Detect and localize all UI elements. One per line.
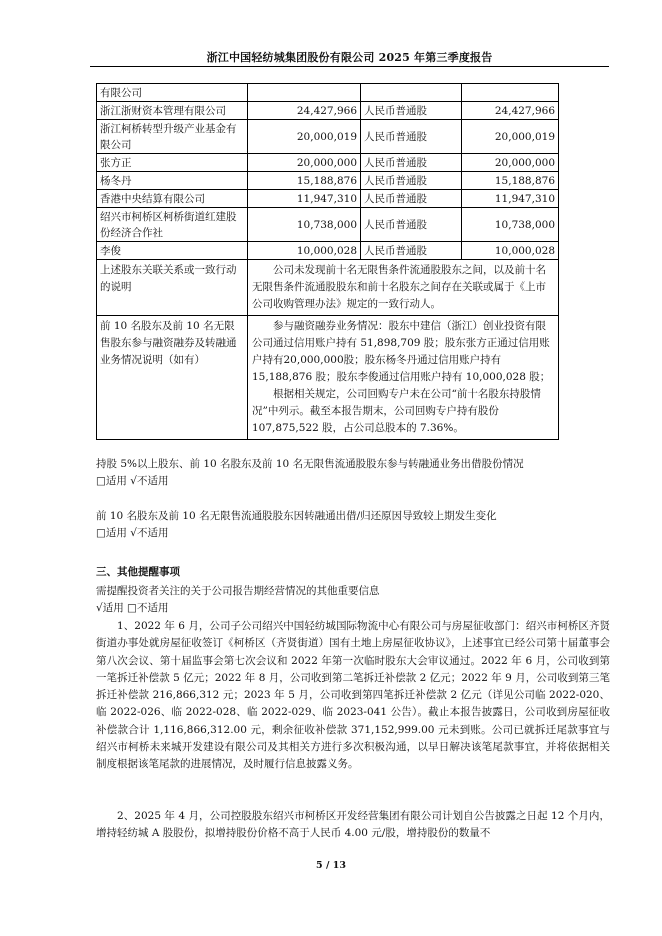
- holder-name: 浙江浙财资本管理有限公司: [97, 102, 248, 120]
- share-type: 人民币普通股: [361, 242, 462, 260]
- share-qty: 11,947,310: [462, 190, 559, 208]
- share-type: 人民币普通股: [361, 102, 462, 120]
- share-qty: 20,000,000: [462, 154, 559, 172]
- holder-name: 李俊: [97, 242, 248, 260]
- share-qty: 10,738,000: [462, 208, 559, 242]
- holder-name: 香港中央结算有限公司: [97, 190, 248, 208]
- margin-label: 前 10 名股东及前 10 名无限售股东参与融资融券及转融通业务情况说明（如有）: [97, 316, 248, 440]
- shareholders-table: [96, 83, 559, 440]
- share-type: 人民币普通股: [361, 154, 462, 172]
- table-row: [97, 120, 559, 154]
- paragraph-1: 1、2022 年 6 月，公司子公司绍兴中国轻纺城国际物流中心有限公司与房屋征收部门：绍兴市柯桥区齐贤街道办事处就房屋征收签订《柯桥区（齐贤街道）国有土地上房屋征收协议》，上述事宜已经公司第十届董事会第八次会议、第十届监事会第七次会议和 2022 年第一次临时股东大会审议通过。2022 年 6 月，公司收到第一笔拆迁补偿款 5 亿元；2022 年 8 月，公司收到第二笔拆迁补偿款 2 亿元；2022 年 9 月，公司收到第三笔拆迁补偿款 216,866,312 元；2023 年 5 月，公司收到第四笔拆迁补偿款 2 亿元（详见公司临 2022-020、临 2022-026、临 2022-028、临 2022-029、临 2023-041 公告）。截止本报告披露日，公司收到房屋征收补偿款合计 1,116,866,312.00 元，剩余征收补偿款 371,152,999.00 元未到账。公司已就拆迁尾款事宜与绍兴市柯桥未来城开发建设有限公司及其相关方进行多次积极沟通，以早日解决该笔尾款事宜，并将依据相关制度根据该笔尾款的进展情况，及时履行信息披露义务。: [96, 620, 610, 771]
- change-title: 前 10 名股东及前 10 名无限售流通股股东因转融通出借/归还原因导致较上期发生变化: [96, 510, 497, 522]
- share-type: 人民币普通股: [361, 190, 462, 208]
- section-heading: 三、其他提醒事项: [96, 566, 180, 578]
- share-type: 人民币普通股: [361, 120, 462, 154]
- margin-text-2: 根据相关规定，公司回购专户未在公司“前十名股东持股情况”中列示。截至本报告期末，公司回购专户持有股份 107,875,522 股，占公司总股本的 7.36%。: [252, 388, 541, 434]
- table-row: [97, 102, 559, 120]
- table-row: [97, 208, 559, 242]
- share-qty: 20,000,019: [462, 120, 559, 154]
- paragraph-2: 2、2025 年 4 月，公司控股股东绍兴市柯桥区开发经营集团有限公司计划自公告披露之日起 12 个月内，增持轻纺城 A 股股份，拟增持股份价格不高于人民币 4.00 元/股，增持股份的数量不: [96, 810, 610, 840]
- share-qty: 10,000,028: [462, 242, 559, 260]
- related-label: 上述股东关联关系或一致行动的说明: [97, 260, 248, 316]
- change-options: □适用 √不适用: [96, 527, 169, 539]
- holder-name: 张方正: [97, 154, 248, 172]
- holder-shares: 15,188,876: [248, 172, 361, 190]
- table-row: [97, 84, 559, 102]
- share-type: 人民币普通股: [361, 172, 462, 190]
- share-qty: [462, 84, 559, 102]
- share-type: [361, 84, 462, 102]
- holder-shares: 10,000,028: [248, 242, 361, 260]
- holder-name: 浙江柯桥转型升级产业基金有限公司: [97, 120, 248, 154]
- lending-options: □适用 √不适用: [96, 475, 169, 487]
- table-row: [97, 172, 559, 190]
- holder-shares: 20,000,019: [248, 120, 361, 154]
- holder-name: 绍兴市柯桥区柯桥街道红建股份经济合作社: [97, 208, 248, 242]
- section-intro: 需提醒投资者关注的关于公司报告期经营情况的其他重要信息: [96, 585, 380, 597]
- holder-shares: 24,427,966: [248, 102, 361, 120]
- holder-name: 杨冬丹: [97, 172, 248, 190]
- holder-shares: 11,947,310: [248, 190, 361, 208]
- share-qty: 24,427,966: [462, 102, 559, 120]
- table-row: [97, 154, 559, 172]
- share-type: 人民币普通股: [361, 208, 462, 242]
- page-number: 5 / 13: [316, 860, 346, 871]
- table-row: [97, 242, 559, 260]
- holder-name: 有限公司: [97, 84, 248, 102]
- lending-title: 持股 5%以上股东、前 10 名股东及前 10 名无限售流通股股东参与转融通业务出借股份情况: [96, 458, 524, 470]
- share-qty: 15,188,876: [462, 172, 559, 190]
- holder-shares: 10,738,000: [248, 208, 361, 242]
- holder-shares: 20,000,000: [248, 154, 361, 172]
- margin-text-1: 参与融资融券业务情况：股东中建信（浙江）创业投资有限公司通过信用账户持有 51,898,709 股；股东张方正通过信用账户持有20,000,000股；股东杨冬丹通过信用账户持有 15,188,876 股；股东李俊通过信用账户持有 10,000,028 股；: [252, 320, 551, 383]
- header-rule: [90, 66, 609, 67]
- page-header: 浙江中国轻纺城集团股份有限公司 2025 年第三季度报告: [206, 51, 493, 64]
- section-options: √适用 □不适用: [96, 602, 169, 614]
- table-row: [97, 260, 559, 316]
- related-text: 公司未发现前十名无限售条件流通股股东之间，以及前十名无限售条件流通股股东和前十名股东之间存在关联或属于《上市公司收购管理办法》规定的一致行动人。: [248, 260, 559, 316]
- margin-text: [248, 316, 559, 440]
- holder-shares: [248, 84, 361, 102]
- table-row: [97, 190, 559, 208]
- table-row: [97, 316, 559, 440]
